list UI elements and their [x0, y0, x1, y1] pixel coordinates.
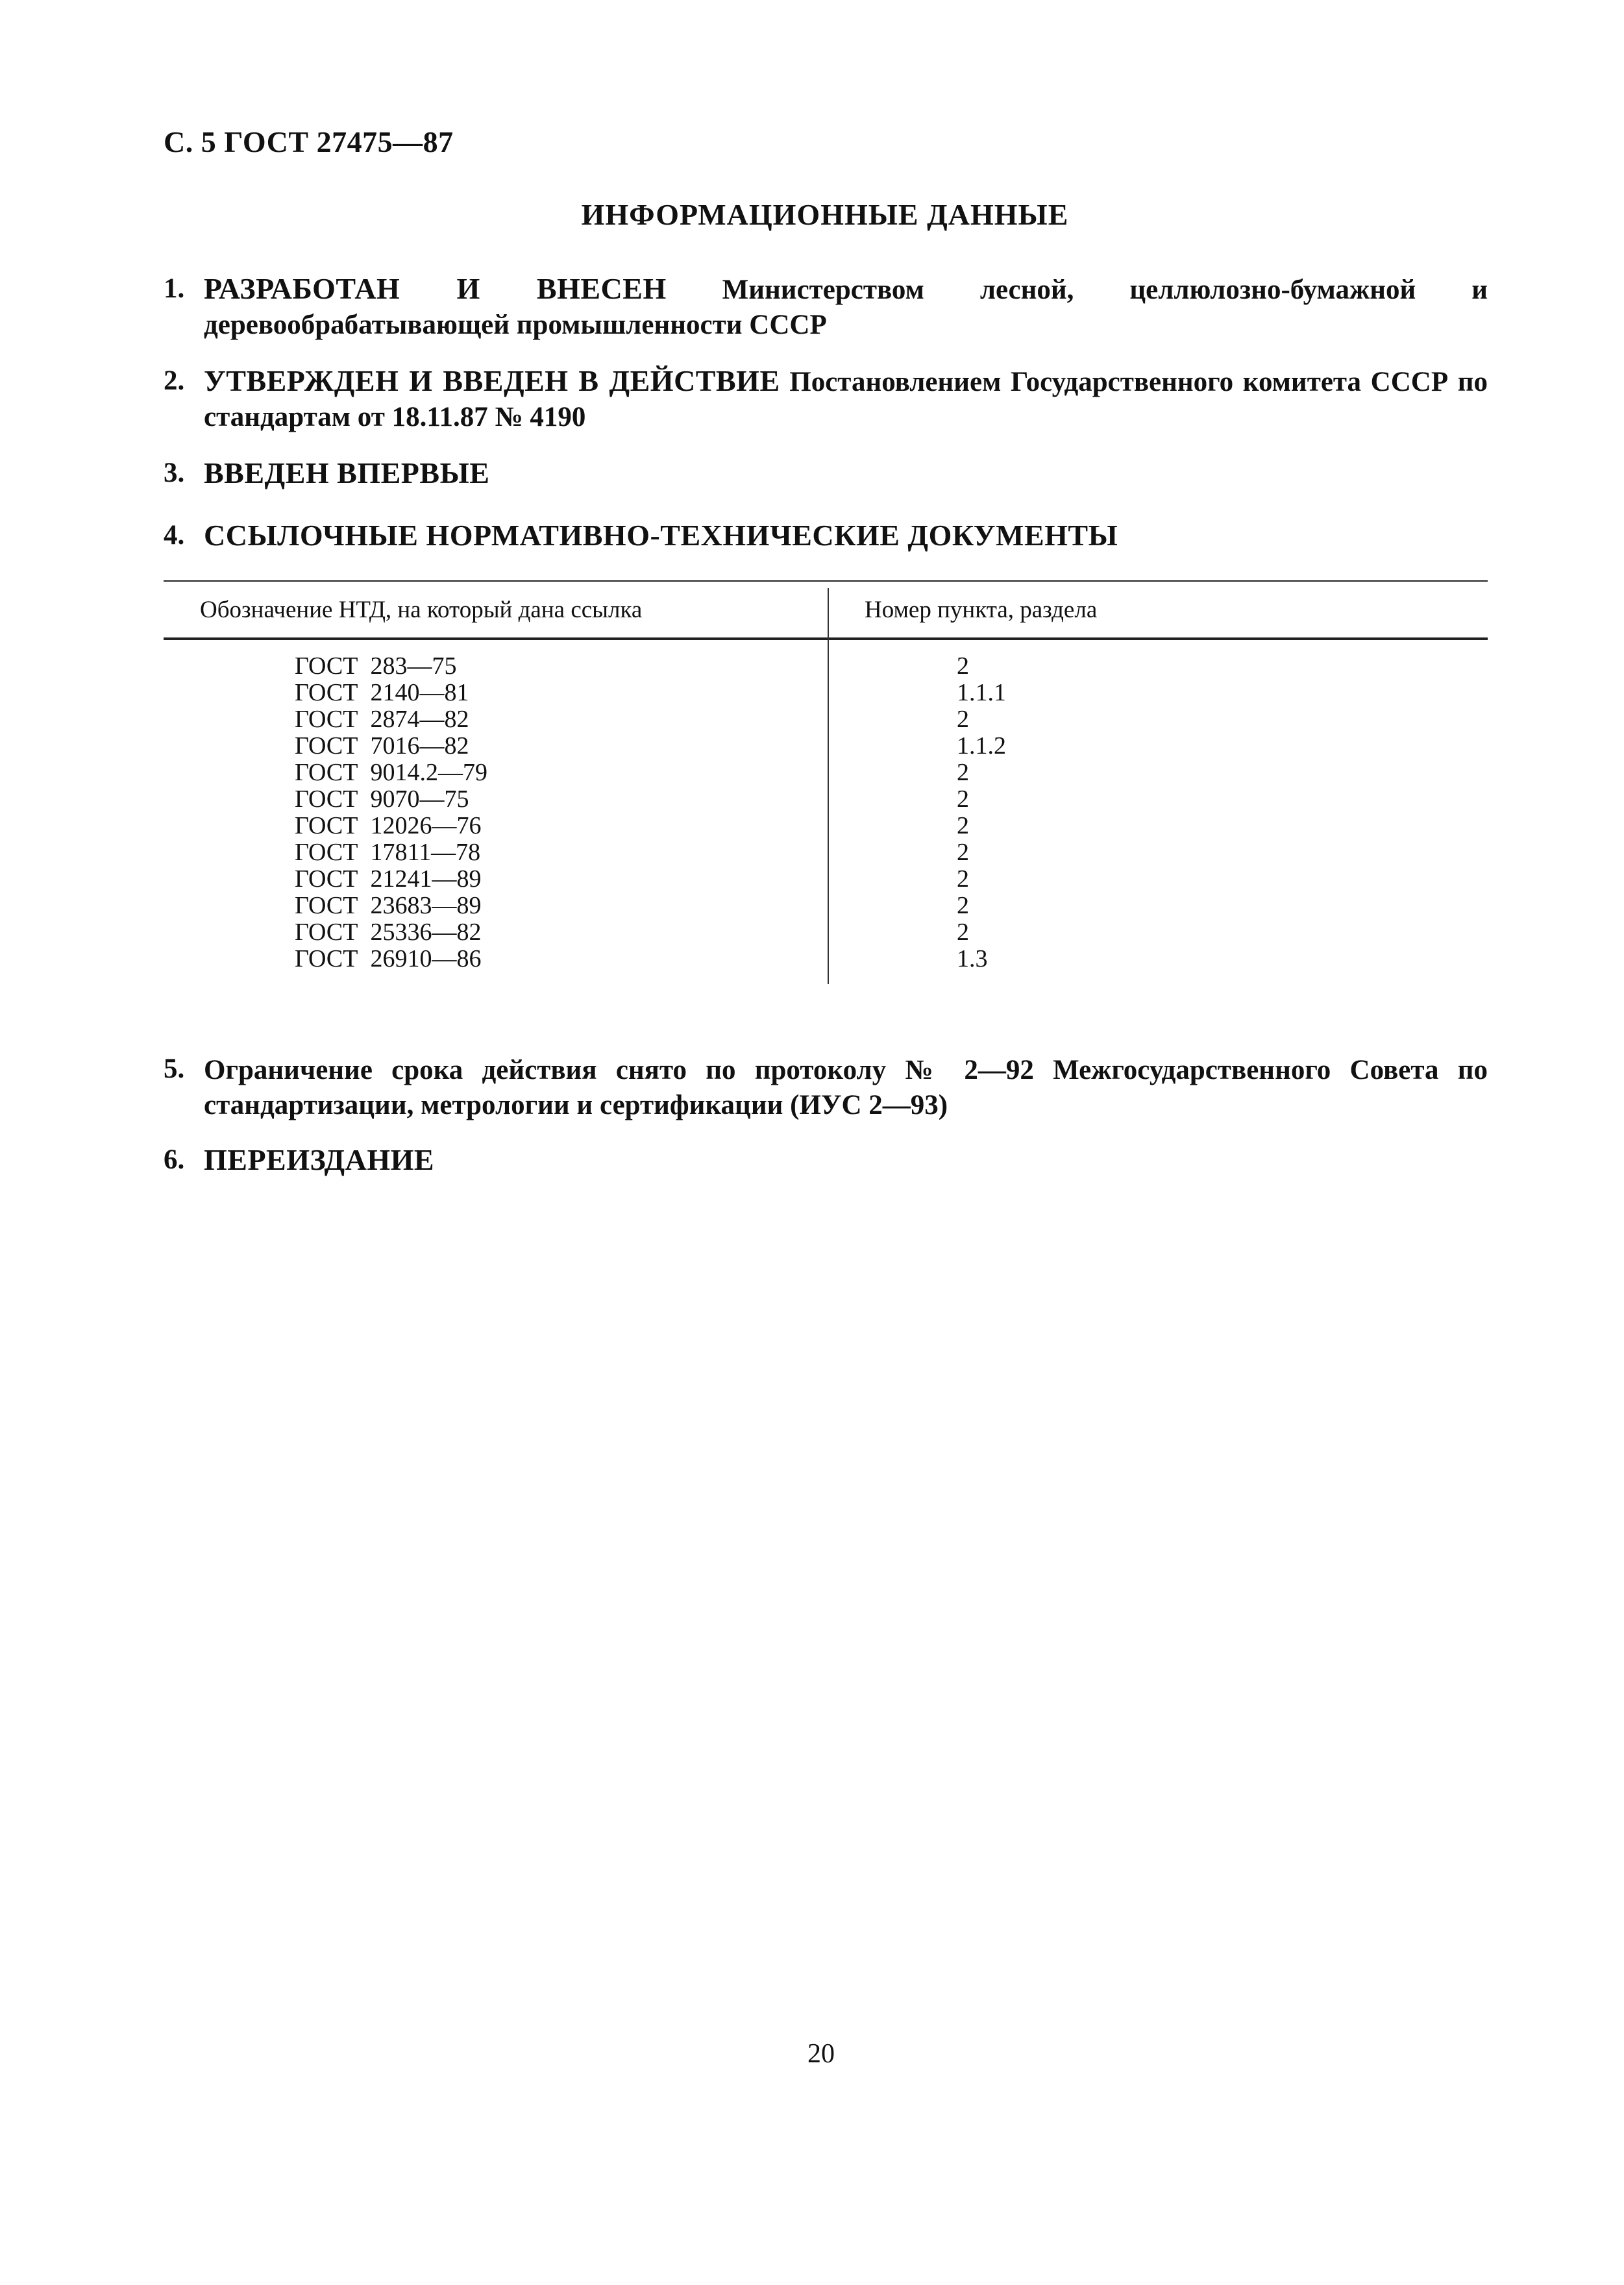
item-lead: УТВЕРЖДЕН И ВВЕДЕН В ДЕЙСТВИЕ [204, 364, 780, 397]
table-header-clause: Номер пункта, раздела [865, 597, 1098, 623]
item-number: 4. [164, 520, 185, 550]
item-lead: РАЗРАБОТАН И ВНЕСЕН [204, 272, 667, 305]
page-number: 20 [807, 2039, 835, 2069]
table-cell-clause: 2 [957, 839, 969, 866]
clause-column [957, 653, 1006, 972]
table-cell-designation: ГОСТ 283—75 [295, 652, 457, 680]
item-lead: ВВЕДЕН ВПЕРВЫЕ [204, 456, 490, 489]
table-cell-clause: 2 [957, 865, 969, 893]
table-cell-clause: 2 [957, 759, 969, 786]
info-item-2 [164, 364, 1488, 435]
table-cell-clause: 2 [957, 706, 969, 733]
item-body: Ограничение срока действия снято по протоколу № 2—92 Межгосударственного Совета по стандартизации, метрологии и сертификации (ИУС 2—93) [204, 1055, 1488, 1120]
item-lead: ССЫЛОЧНЫЕ НОРМАТИВНО-ТЕХНИЧЕСКИЕ ДОКУМЕНТЫ [204, 519, 1118, 552]
table-cell-clause: 1.3 [957, 945, 988, 972]
table-cell-designation: ГОСТ 9014.2—79 [295, 759, 487, 786]
item-text [204, 518, 1488, 554]
table-cell-clause: 1.1.2 [957, 732, 1006, 760]
table-cell-designation: ГОСТ 12026—76 [295, 812, 482, 839]
item-body: Постановлением Государственного комитета СССР по стандартам от 18.11.87 № 4190 [204, 367, 1488, 432]
reference-table [164, 580, 1488, 996]
item-text [204, 271, 1488, 343]
table-cell-clause: 2 [957, 652, 969, 680]
table-cell-clause: 2 [957, 785, 969, 813]
table-cell-designation: ГОСТ 21241—89 [295, 865, 482, 893]
table-cell-designation: ГОСТ 26910—86 [295, 945, 482, 972]
item-text [204, 364, 1488, 435]
info-item-1 [164, 271, 1488, 343]
info-item-3 [164, 456, 1488, 492]
item-lead: ПЕРЕИЗДАНИЕ [204, 1143, 435, 1176]
page-header: С. 5 ГОСТ 27475—87 [164, 125, 454, 158]
item-text [204, 1052, 1488, 1123]
item-body: Министерством лесной, целлюлозно-бумажной и деревообрабатывающей промышленности СССР [204, 275, 1488, 340]
info-item-4 [164, 518, 1488, 554]
table-cell-clause: 2 [957, 919, 969, 946]
info-item-5 [164, 1052, 1488, 1123]
item-number: 1. [164, 273, 185, 304]
item-number: 5. [164, 1054, 185, 1084]
table-header-designation: Обозначение НТД, на который дана ссылка [200, 597, 643, 623]
table-cell-designation: ГОСТ 23683—89 [295, 892, 482, 919]
table-cell-clause: 2 [957, 812, 969, 839]
info-item-6 [164, 1142, 1488, 1179]
item-number: 3. [164, 458, 185, 488]
table-cell-designation: ГОСТ 9070—75 [295, 785, 469, 813]
table-cell-clause: 1.1.1 [957, 679, 1006, 706]
item-number: 2. [164, 365, 185, 396]
table-cell-designation: ГОСТ 2874—82 [295, 706, 469, 733]
item-text [204, 1142, 1488, 1179]
designation-column [295, 653, 487, 972]
table-cell-clause: 2 [957, 892, 969, 919]
section-title: ИНФОРМАЦИОННЫЕ ДАННЫЕ [581, 198, 1069, 231]
item-text [204, 456, 1488, 492]
table-cell-designation: ГОСТ 17811—78 [295, 839, 481, 866]
table-top-rule [164, 580, 1488, 582]
table-column-divider [828, 588, 829, 984]
table-cell-designation: ГОСТ 2140—81 [295, 679, 469, 706]
table-cell-designation: ГОСТ 25336—82 [295, 919, 482, 946]
table-cell-designation: ГОСТ 7016—82 [295, 732, 469, 760]
item-number: 6. [164, 1144, 185, 1175]
table-header-rule [164, 637, 1488, 640]
